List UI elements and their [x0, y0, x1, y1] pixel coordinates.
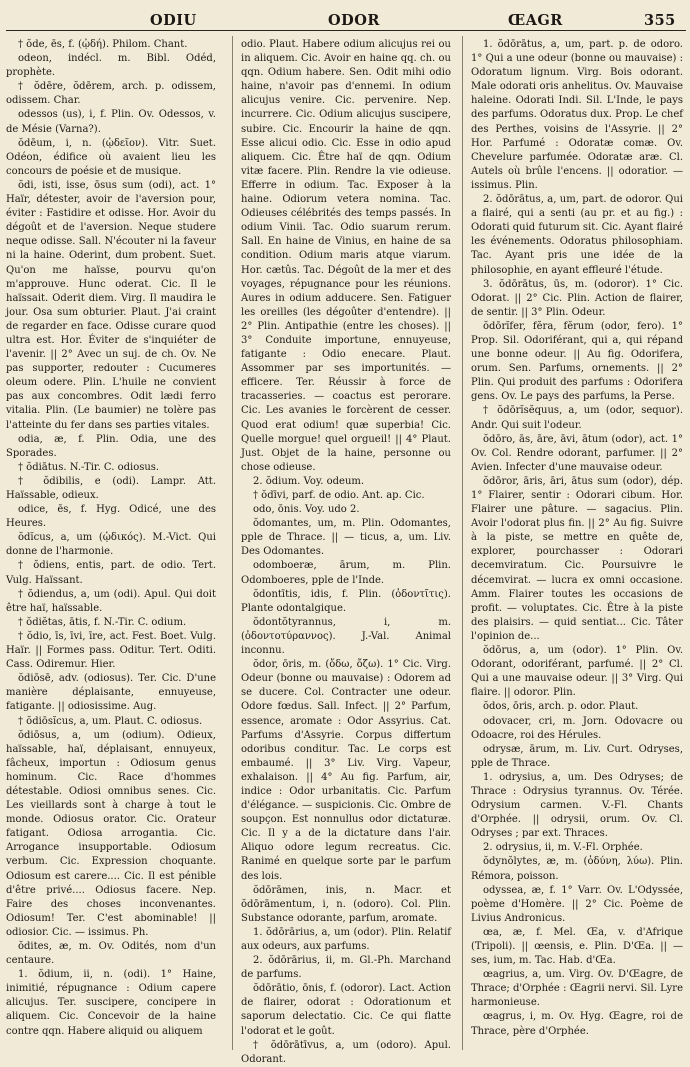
dictionary-entry: ŏdōror, āris, āri, ātus sum (odor), dép. 1° Flairer, sentir : Odorari cibum. Hor. Flairer une pâture. — sagacius. Plin. Avoir l'odorat plus fin. || 2° Au fig. Suivre à la piste, se mettre en quête de, explorer, pourchasser : Odorari decemviratum. Cic. Poursuivre le décemvirat. — lucra ex omni occasione. Amm. Flairer toutes les occasions de profit. — voluptates. Cic. Être à la piste des plaisirs. — quid sentiat... Cic. Tâter l'opinion de...: [471, 475, 683, 642]
column-divider: [232, 36, 233, 1050]
dictionary-entry: 2. ŏdium. Voy. odeum.: [253, 475, 365, 487]
dictionary-entry: † ŏdibilis, e (odi). Lampr. Att. Haïssable, odieux.: [6, 475, 216, 501]
dictionary-entry: ŏdomantes, um, m. Plin. Odomantes, pple de Thrace. || — ticus, a, um. Liv. Des Odomantes.: [241, 518, 451, 558]
dictionary-entry: odeon, indécl. m. Bibl. Odéd, prophète.: [6, 53, 216, 79]
dictionary-entry: œagrius, a, um. Virg. Ov. D'Œagre, de Thrace; d'Orphée : Œagrii nervi. Sil. Lyre harmonieuse.: [471, 969, 683, 1009]
dictionary-entry: † ŏdīvi, parf. de odio. Ant. ap. Cic.: [253, 490, 425, 501]
column-divider: [462, 36, 463, 1050]
dictionary-entry: odomboeræ, ārum, m. Plin. Odomboeres, pple de l'Inde.: [241, 560, 451, 586]
header-right-word: ŒAGR: [508, 12, 563, 29]
dictionary-entry: † ŏdiendus, a, um (odi). Apul. Qui doit être haï, haïssable.: [6, 588, 216, 614]
dictionary-entry: † ŏdiens, entis, part. de odio. Tert. Vulg. Haïssant.: [6, 560, 216, 586]
column-2: [241, 38, 451, 1065]
dictionary-entry: 3. ŏdōrātus, ūs, m. (odoror). 1° Cic. Odorat. || 2° Cic. Plin. Action de flairer, de sentir. || 3° Plin. Odeur.: [471, 278, 683, 318]
dictionary-entry: odice, ēs, f. Hyg. Odicé, une des Heures.: [6, 504, 216, 530]
dictionary-entry: † ŏdiōsĭcus, a, um. Plaut. C. odiosus.: [18, 715, 203, 727]
dictionary-entry: odovacer, cri, m. Jorn. Odovacre ou Odoacre, roi des Hérules.: [471, 715, 683, 741]
dictionary-entry: 1. ŏdōrātus, a, um, part. p. de odoro. 1° Qui a une odeur (bonne ou mauvaise) : Odoratum lignum. Virg. Bois odorant. Male odorati oris anhelitus. Ov. Mauvaise haleine. Odorati Indi. Sil. L'Inde, le pays des parfums. Odoratus dux. Prop. Le chef des Perthes, voisins de l'Assyrie. || 2° Hor. Parfumé : Odoratæ comæ. Ov. Chevelure parfumée. Odoratæ aræ. Cl. Autels où brûle l'encens. || odoratior. — issimus. Plin.: [471, 39, 683, 191]
dictionary-entry: odessos (us), i, f. Plin. Ov. Odessos, v. de Mésie (Varna?).: [6, 109, 216, 135]
dictionary-entry: odrysæ, ārum, m. Liv. Curt. Odryses, pple de Thrace.: [471, 743, 683, 769]
dictionary-entry: œagrus, i, m. Ov. Hyg. Œagre, roi de Thrace, père d'Orphée.: [471, 1011, 683, 1037]
dictionary-entry: † ŏdēre, ŏdērem, arch. p. odissem, odissem. Char.: [6, 81, 216, 107]
dictionary-entry: 2. ŏdōrārius, ii, m. Gl.-Ph. Marchand de parfums.: [241, 955, 451, 981]
dictionary-entry: ŏdēum, i, n. (ᾠδεῖον). Vitr. Suet. Odéon, édifice où avaient lieu les concours de poésie et de musique.: [6, 137, 216, 177]
header-left-word: ODIU: [150, 12, 197, 29]
dictionary-entry: † ŏdiātus. N.-Tir. C. odiosus.: [18, 461, 160, 473]
running-header: [0, 6, 690, 32]
dictionary-entry: odia, æ, f. Plin. Odia, une des Sporades.: [6, 433, 216, 459]
dictionary-entry: † ŏdio, īs, īvi, īre, act. Fest. Boet. Vulg. Haïr. || Formes pass. Oditur. Tert. Oditi. Cass. Odiremur. Hier.: [6, 630, 216, 671]
dictionary-entry: odyssea, æ, f. 1° Varr. Ov. L'Odyssée, poème d'Homère. || 2° Cic. Poème de Livius Andronicus.: [471, 884, 683, 924]
dictionary-entry: ŏdynŏlytes, æ, m. (ὀδύνη, λύω). Plin. Rémora, poisson.: [471, 856, 683, 882]
dictionary-entry: ŏdiōsē, adv. (odiosus). Ter. Cic. D'une manière déplaisante, ennuyeuse, fatigante. || odiosissime. Aug.: [6, 673, 216, 713]
dictionary-entry: ŏdontītis, idis, f. Plin. (ὀδοντῖτις). Plante odontalgique.: [241, 588, 451, 614]
dictionary-entry: † ŏde, ēs, f. (ᾠδή). Philom. Chant.: [18, 39, 188, 50]
dictionary-entry: † ŏdōrĭsĕquus, a, um (odor, sequor). Andr. Qui suit l'odeur.: [471, 405, 683, 431]
dictionary-entry: ŏdōrĭfer, fĕra, fĕrum (odor, fero). 1° Prop. Sil. Odoriférant, qui a, qui répand une bonne odeur. || Au fig. Odorifera, orum. Sen. Parfums, ornements. || 2° Plin. Qui produit des parfums : Odorifera gens. Ov. Le pays des parfums, la Perse.: [471, 320, 683, 403]
dictionary-entry: 1. ŏdōrārius, a, um (odor). Plin. Relatif aux odeurs, aux parfums.: [241, 926, 451, 952]
dictionary-entry: ŏdōrātio, ōnis, f. (odoror). Lact. Action de flairer, odorat : Odorationum et saporum delectatio. Cic. Ce qui flatte l'odorat et le goût.: [241, 983, 451, 1037]
column-3: [471, 38, 683, 1050]
header-middle-word: ODOR: [328, 12, 380, 29]
dictionary-entry: ŏdōrāmen, inis, n. Macr. et ŏdōrāmentum, i, n. (odoro). Col. Plin. Substance odorante, parfum, aromate.: [241, 884, 451, 924]
header-rule: [6, 30, 686, 31]
dictionary-entry: odo, ōnis. Voy. udo 2.: [253, 504, 360, 516]
dictionary-entry: ŏdor, ōris, m. (ὄδω, ὄζω). 1° Cic. Virg. Odeur (bonne ou mauvaise) : Odorem ad se ducere. Col. Contracter une odeur. Odore fœdus. Sall. Infect. || 2° Parfum, essence, aromate : Odor Assyrius. Cat. Parfums d'Assyrie. Corpus differtum odoribus conditur. Tac. Le corps est embaumé. || 3° Liv. Virg. Vapeur, exhalaison. || 4° Au fig. Parfum, air, indice : Odor urbanitatis. Cic. Parfum d'élégance. — suspicionis. Cic. Ombre de soupçon. Est nonnullus odor dictaturæ. Cic. Il y a de la dictature dans l'air. Aliquo odore legum recreatus. Cic. Ranimé en quelque sorte par le parfum des lois.: [241, 659, 451, 882]
dictionary-entry: ŏdi, isti, isse, ōsus sum (odi), act. 1° Haïr, détester, avoir de l'aversion pour, éviter : Fastidire et odisse. Hor. Avoir du dégoût et de l'aversion. Neque studere neque odisse. Sall. N'écouter ni la faveur ni la haine. Oderint, dum probent. Suet. Qu'on me haïsse, pourvu qu'on m'approuve. Hunc oderat. Cic. Il le haïssait. Oderit diem. Virg. Il maudira le jour. Osa sum obturier. Plaut. J'ai craint de regarder en face. Odisse curare quod ultra est. Hor. Éviter de s'inquiéter de l'avenir. || 2° Avec un suj. de ch. Ov. Ne pas supporter, redouter : Cucumeres oleum odere. Plin. L'huile ne convient pas aux concombres. Odit lædi ferro vitalia. Plin. (Le baumier) ne tolère pas l'atteinte du fer dans ses parties vitales.: [6, 179, 216, 431]
dictionary-entry: ŏdĭcus, a, um (ᾠδικός). M.-Vict. Qui donne de l'harmonie.: [6, 532, 216, 558]
dictionary-entry: 1. ŏdium, ii, n. (odi). 1° Haine, inimitié, répugnance : Odium capere alicujus. Ter. suscipere, concipere in aliquem. Cic. Concevoir de la haine contre qqn. Habere aliquid ou aliquem: [6, 969, 216, 1037]
dictionary-entry: ŏdites, æ, m. Ov. Odités, nom d'un centaure.: [6, 941, 216, 967]
dictionary-entry: ŏdōro, ās, āre, āvi, ātum (odor), act. 1° Ov. Col. Rendre odorant, parfumer. || 2° Avien. Infecter d'une mauvaise odeur.: [471, 433, 683, 473]
dictionary-entry: 2. ŏdōrātus, a, um, part. de odoror. Qui a flairé, qui a senti (au pr. et au fig.) : Odorati quid futurum sit. Cic. Ayant flairé les événements. Odoratus philosophiam. Tac. Ayant pris une idée de la philosophie, en ayant effleuré l'étude.: [471, 194, 683, 276]
dictionary-entry: ŏdos, ōris, arch. p. odor. Plaut.: [483, 701, 639, 713]
dictionary-entry: 2. odrysius, ii, m. V.-Fl. Orphée.: [483, 842, 643, 854]
column-1: [6, 38, 216, 1050]
dictionary-entry: † ŏdōrātīvus, a, um (odoro). Apul. Odorant.: [241, 1039, 451, 1065]
dictionary-entry: ŏdōrus, a, um (odor). 1° Plin. Ov. Odorant, odoriférant, parfumé. || 2° Cl. Qui a une mauvaise odeur. || 3° Virg. Qui flaire. || odoror. Plin.: [471, 645, 683, 699]
dictionary-entry: † ŏdiĕtas, ātis, f. N.-Tir. C. odium.: [18, 616, 187, 628]
page-number: 355: [644, 12, 676, 29]
dictionary-entry: odio. Plaut. Habere odium alicujus rei ou in aliquem. Cic. Avoir en haine qq. ch. ou qqn. Odium habere. Sen. Odit mihi odio haine, n'avoir pas d'ennemi. In odium alicujus venire. Cic. pervenire. Nep. incurrere. Cic. Odium alicujus suscipere, subire. Cic. Encourir la haine de qqn. Esse alicui odio. Cic. Esse in odio apud aliquem. Cic. Être haï de qqn. Odium vitæ facere. Plin. Rendre la vie odieuse. Efferre in odium. Tac. Exposer à la haine. Odiorum vetera nomina. Tac. Odieuses célébrités des temps passés. In odium Vinii. Tac. Odio suarum rerum. Sall. En haine de Vinius, en haine de sa condition. Odium maris atque viarum. Hor. cætûs. Tac. Dégoût de la mer et des voyages, répugnance pour les réunions. Aures in odium adducere. Sen. Fatiguer les oreilles (les dégoûter d'entendre). || 2° Plin. Antipathie (entre les choses). || 3° Conduite importune, ennuyeuse, fatigante : Odio enecare. Plaut. Assommer par ses importunités. — efficere. Ter. Réussir à force de tracasseries. — coactus est perorare. Cic. Les avanies le forcèrent de cesser. Quod erat odium! quæ superbia! Cic. Quelle morgue! quel orgueil! || 4° Plaut. Just. Objet de la haine, personne ou chose odieuse.: [241, 39, 451, 473]
dictionary-entry: ŏdontŏtyrannus, i, m. (ὀδοντοτύραννος). J.-Val. Animal inconnu.: [241, 616, 451, 657]
dictionary-entry: œa, æ, f. Mel. Œa, v. d'Afrique (Tripoli). || œensis, e. Plin. D'Œa. || — ses, ium, m. Tac. Hab. d'Œa.: [471, 926, 683, 967]
dictionary-entry: ŏdiōsus, a, um (odium). Odieux, haïssable, haï, déplaisant, ennuyeux, fâcheux, importun : Odiosum genus hominum. Cic. Race d'hommes détestable. Odiosi omnibus senes. Cic. Les vieillards sont à charge à tout le monde. Odiosus orator. Cic. Orateur fatigant. Odiosa arrogantia. Cic. Arrogance insupportable. Odiosum verbum. Cic. Expression choquante. Odiosum est carere.... Cic. Il est pénible d'être privé.... Odiosus facere. Nep. Faire des choses inconvenantes. Odiosum! Ter. C'est abominable! || odiosior. Cic. — issimus. Ph.: [6, 729, 216, 938]
dictionary-entry: 1. odrysius, a, um. Des Odryses; de Thrace : Odrysius tyrannus. Ov. Térée. Odrysium carmen. V.-Fl. Chants d'Orphée. || odrysii, orum. Ov. Cl. Odryses ; par ext. Thraces.: [471, 771, 683, 840]
